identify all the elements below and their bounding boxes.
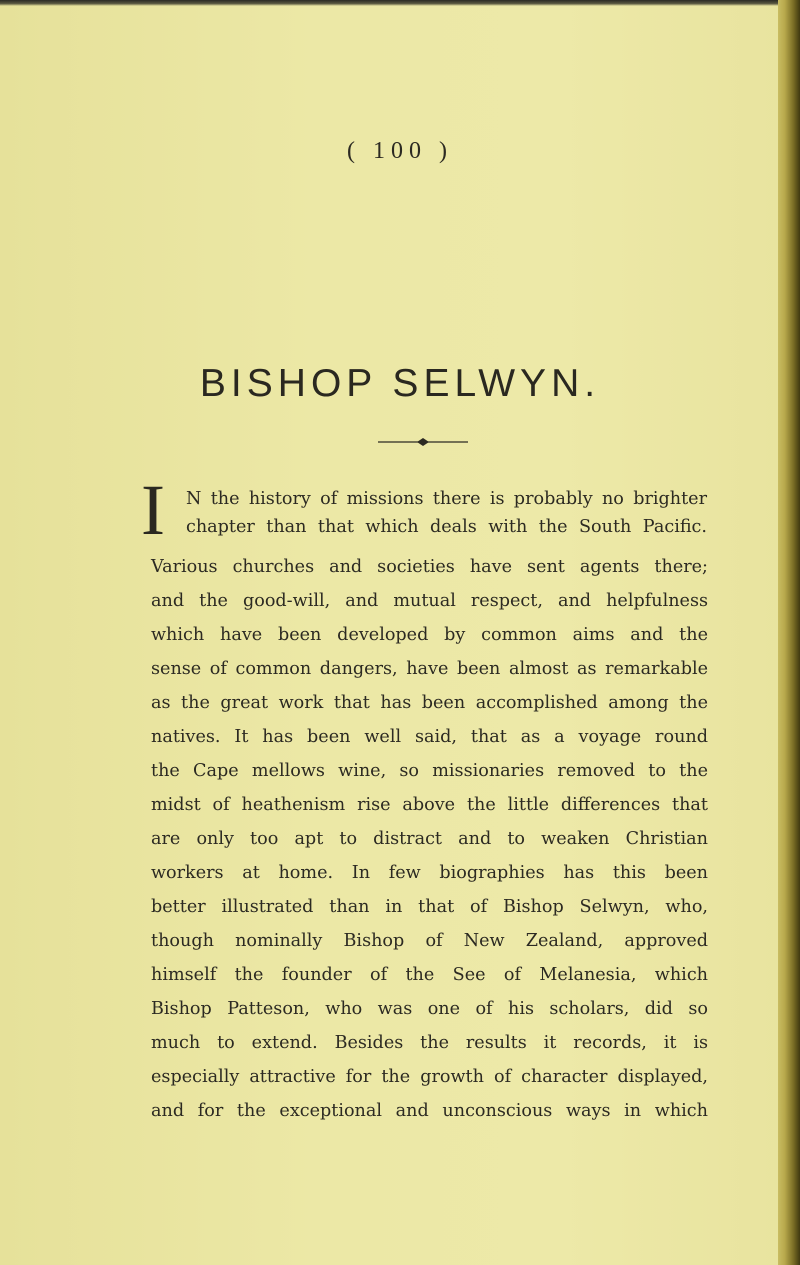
paragraph-line: Bishop Patteson, who was one of his scholars, did so [151,999,708,1019]
page-top-edge [0,0,800,6]
ornament-divider [378,437,468,447]
paragraph-line: much to extend. Besides the results it records, it is [151,1033,708,1053]
page-number: ( 100 ) [347,138,453,164]
paragraph-line: are only too apt to distract and to weaken Christian [151,829,708,849]
paragraph-line: the Cape mellows wine, so missionaries removed to the [151,761,708,781]
paragraph-line: as the great work that has been accomplished among the [151,693,708,713]
paragraph-line: especially attractive for the growth of character displayed, [151,1067,708,1087]
drop-cap: I [141,470,165,550]
paragraph-line: though nominally Bishop of New Zealand, approved [151,931,708,951]
ornament-diamond [417,438,429,446]
paragraph-line: workers at home. In few biographies has this been [151,863,708,883]
page-right-edge [778,0,800,1265]
paragraph-line: himself the founder of the See of Melanesia, which [151,965,708,985]
paragraph-line: and for the exceptional and unconscious ways in which [151,1101,708,1121]
paragraph-line: better illustrated than in that of Bishop Selwyn, who, [151,897,708,917]
paragraph-line: which have been developed by common aims and the [151,625,708,645]
paragraph-line: midst of heathenism rise above the little differences that [151,795,708,815]
paragraph-line: chapter than that which deals with the South Pacific. [186,517,707,537]
paragraph-line: natives. It has been well said, that as a voyage round [151,727,708,747]
paragraph-line: sense of common dangers, have been almost as remarkable [151,659,708,679]
paragraph-line-first: N the history of missions there is probably no brighter [186,489,707,509]
paragraph-line: Various churches and societies have sent agents there; [151,557,708,577]
chapter-title: BISHOP SELWYN. [199,362,601,405]
paragraph-line: and the good-will, and mutual respect, and helpfulness [151,591,708,611]
